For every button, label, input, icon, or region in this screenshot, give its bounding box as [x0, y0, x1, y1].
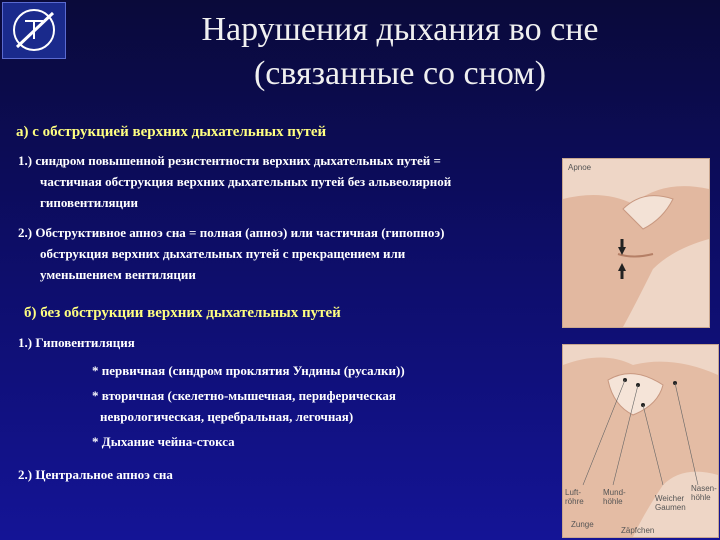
item-1-line-1: 1.) синдром повышенной резистентности верхних дыхательных путей = [18, 153, 441, 168]
section-a-item-1 [18, 150, 558, 213]
label-nasal-cavity: Nasen- [691, 484, 717, 493]
label-trachea-2: röhre [565, 497, 584, 506]
label-soft-palate-2: Gaumen [655, 503, 686, 512]
subitem-primary: * первичная (синдром проклятия Ундины (русалки)) [92, 363, 405, 378]
section-b-subitems [92, 360, 522, 452]
subitem-secondary: * вторичная (скелетно-мышечная, периферическая [92, 388, 396, 403]
item-2-line-2: обструкция верхних дыхательных путей с прекращением или [40, 246, 406, 261]
label-trachea: Luft- [565, 488, 582, 497]
logo [2, 2, 66, 59]
section-a-item-2 [18, 222, 558, 285]
subitem-cheyne-stokes: * Дыхание чейна-стокса [92, 434, 235, 449]
item-1-line-2: частичная обструкция верхних дыхательных путей без альвеолярной [40, 174, 452, 189]
label-oral-cavity: Mund- [603, 488, 626, 497]
label-nasal-cavity-2: höhle [691, 493, 711, 502]
section-b-heading: б) без обструкции верхних дыхательных путей [24, 305, 341, 321]
airway-anatomy-illustration [562, 344, 719, 538]
title-line-2: (связанные со сном) [253, 55, 547, 92]
item-2-line-3: уменьшением вентиляции [40, 267, 196, 282]
section-a-heading: а) с обструкцией верхних дыхательных путей [16, 124, 327, 140]
title-line-1: Нарушения дыхания во сне [201, 11, 599, 48]
label-tongue: Zunge [571, 520, 594, 529]
item-1-line-3: гиповентиляции [40, 195, 139, 210]
section-b-item-1: 1.) Гиповентиляция [18, 335, 135, 350]
section-b-item-2: 2.) Центральное апноэ сна [18, 467, 173, 482]
airway-apnea-illustration [562, 158, 710, 328]
item-2-line-1: 2.) Обструктивное апноэ сна = полная (апноэ) или частичная (гипопноэ) [18, 225, 445, 240]
subitem-secondary-cont: неврологическая, церебральная, легочная) [100, 409, 354, 424]
apnoe-caption: Apnoe [568, 163, 592, 172]
label-uvula: Zäpfchen [621, 526, 655, 535]
slide-title [110, 8, 690, 96]
label-oral-cavity-2: höhle [603, 497, 623, 506]
label-soft-palate: Weicher [655, 494, 685, 503]
